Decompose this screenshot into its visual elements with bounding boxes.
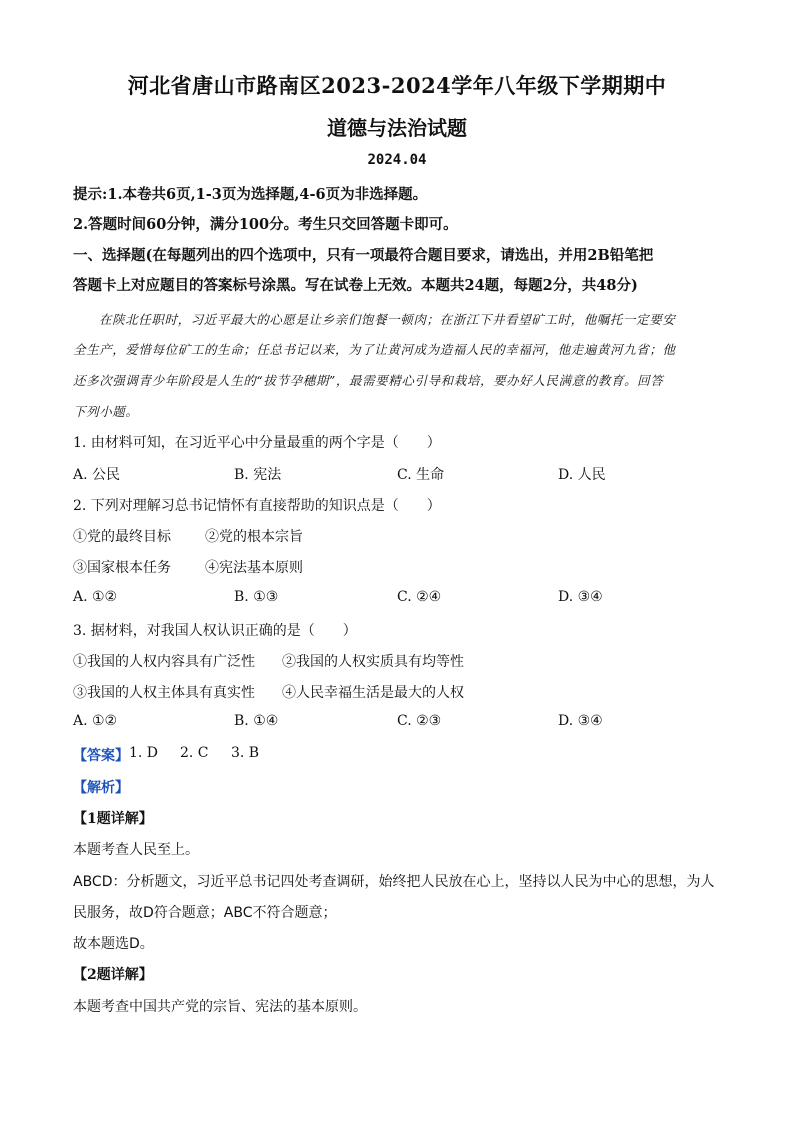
document-subtitle: 道德与法治试题 (327, 116, 467, 140)
q3-statement-1: ①我国的人权内容具有广泛性 (73, 654, 255, 670)
passage-line-2: 全生产，爱惜每位矿工的生命；任总书记以来，为了让黄河成为造福人民的幸福河，他走遍黄河九省；他 (73, 342, 676, 357)
q1-option-b: B. 宪法 (234, 467, 282, 483)
question-1-stem: 1. 由材料可知，在习近平心中分量最重的两个字是（ ） (73, 435, 441, 451)
q3-option-d: D. ③④ (558, 713, 603, 729)
analysis-label: 【解析】 (73, 780, 129, 796)
q2-statement-1: ①党的最终目标 (73, 529, 171, 545)
note-line-1: 提示:1.本卷共6页,1-3页为选择题,4-6页为非选择题。 (73, 186, 428, 203)
q1-option-c: C. 生命 (397, 467, 445, 483)
answer-2: 2. C (180, 745, 209, 761)
question-2-stem: 2. 下列对理解习总书记情怀有直接帮助的知识点是（ ） (73, 498, 441, 514)
q1-detail-line-2: ABCD：分析题文，习近平总书记四处考查调研，始终把人民放在心上，坚持以人民为中心的思想，为人 (73, 874, 715, 890)
document-title: 河北省唐山市路南区2023-2024学年八年级下学期期中 (127, 73, 667, 98)
q3-statement-3: ③我国的人权主体具有真实性 (73, 685, 255, 701)
question-3-stem: 3. 据材料，对我国人权认识正确的是（ ） (73, 623, 357, 639)
note-line-2: 2.答题时间60分钟，满分100分。考生只交回答题卡即可。 (73, 216, 458, 233)
q3-option-b: B. ①④ (234, 713, 279, 729)
q1-option-d: D. 人民 (558, 467, 606, 483)
q1-detail-heading: 【1题详解】 (73, 811, 153, 827)
q2-option-b: B. ①③ (234, 589, 279, 605)
q2-option-a: A. ①② (73, 589, 118, 605)
q1-option-a: A. 公民 (73, 467, 121, 483)
q2-option-c: C. ②④ (397, 589, 442, 605)
q2-option-d: D. ③④ (558, 589, 603, 605)
q3-statement-4: ④人民幸福生活是最大的人权 (282, 685, 464, 701)
document-date: 2024.04 (367, 152, 427, 168)
passage-line-3: 还多次强调青少年阶段是人生的“拔节孕穗期”，最需要精心引导和栽培，要办好人民满意的教育。回答 (73, 373, 664, 388)
answer-label: 【答案】 (73, 748, 129, 764)
q2-detail-line-1: 本题考查中国共产党的宗旨、宪法的基本原则。 (73, 999, 367, 1015)
q3-option-a: A. ①② (73, 713, 118, 729)
q2-statement-4: ④宪法基本原则 (205, 560, 303, 576)
q3-statement-2: ②我国的人权实质具有均等性 (282, 654, 464, 670)
q1-detail-line-4: 故本题选D。 (73, 936, 154, 952)
passage-line-1: 在陕北任职时，习近平最大的心愿是让乡亲们饱餐一顿肉；在浙江下井看望矿工时，他嘱托一定要安 (99, 312, 676, 327)
q1-detail-line-3: 民服务，故D符合题意；ABC不符合题意； (73, 905, 337, 921)
q1-detail-line-1: 本题考查人民至上。 (73, 842, 199, 858)
answer-3: 3. B (231, 745, 260, 761)
section-instruction-1: 一、选择题(在每题列出的四个选项中，只有一项最符合题目要求，请选出，并用2B铅笔把 (73, 247, 654, 264)
section-instruction-2: 答题卡上对应题目的答案标号涂黑。写在试卷上无效。本题共24题，每题2分，共48分) (73, 277, 638, 294)
passage-line-4: 下列小题。 (73, 404, 139, 419)
q3-option-c: C. ②③ (397, 713, 442, 729)
q2-detail-heading: 【2题详解】 (73, 967, 153, 983)
q2-statement-2: ②党的根本宗旨 (205, 529, 303, 545)
q2-statement-3: ③国家根本任务 (73, 560, 171, 576)
answer-1: 1. D (129, 745, 159, 761)
